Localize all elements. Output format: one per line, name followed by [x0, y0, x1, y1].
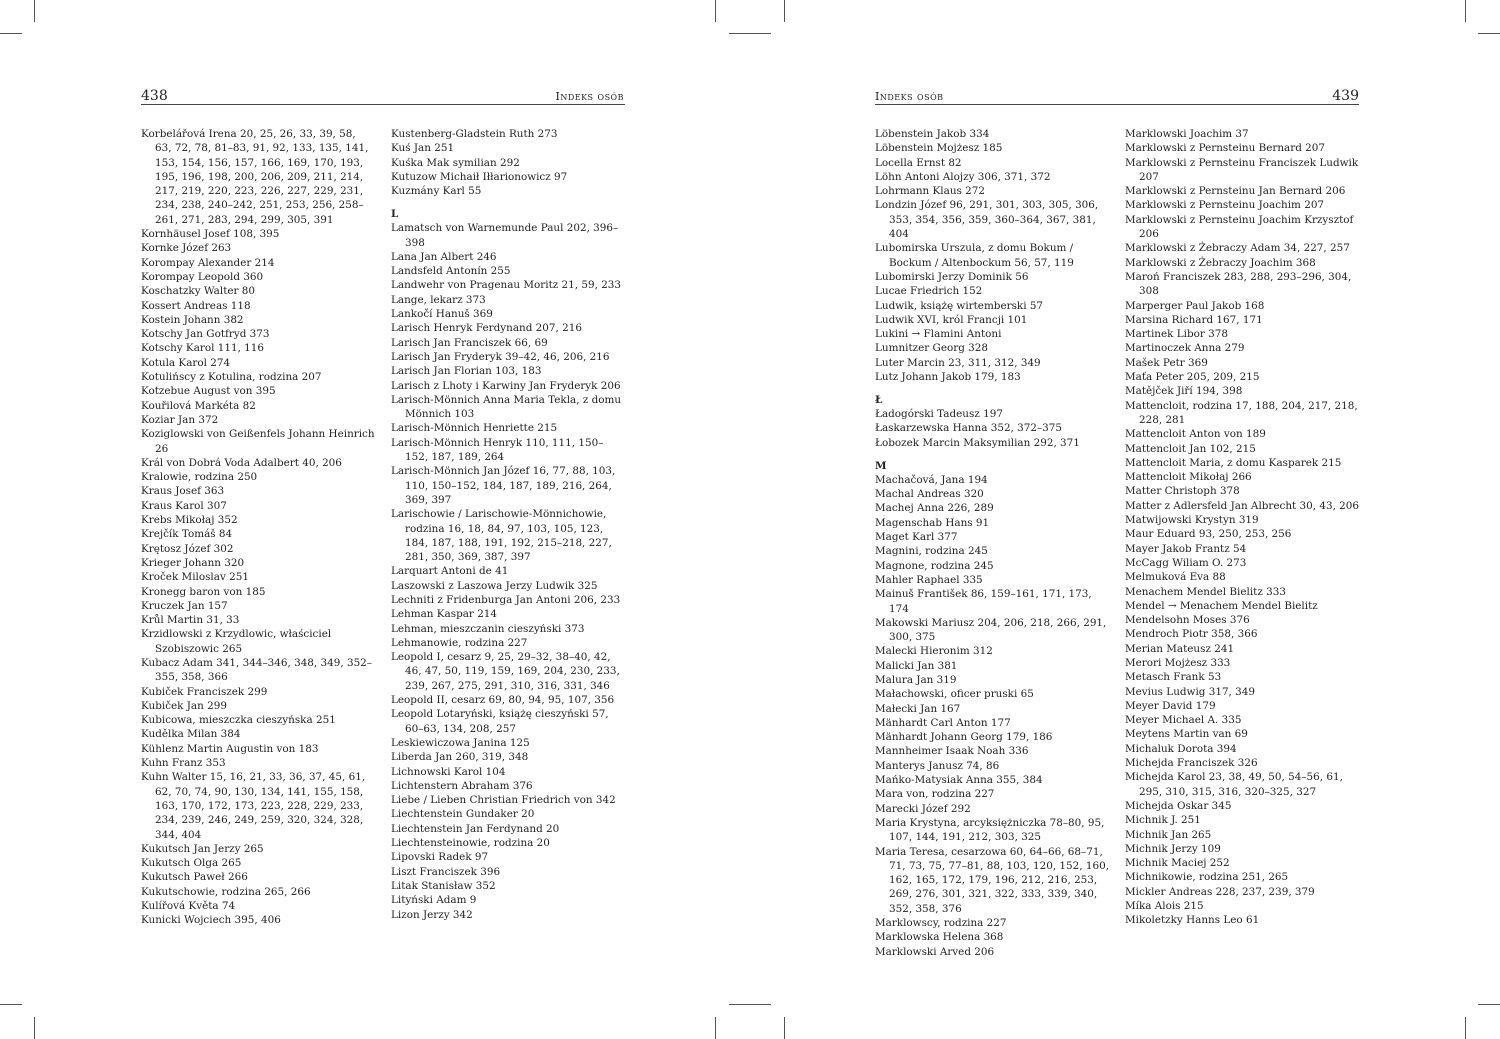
index-entry: Kuśka Mak symilian 292: [391, 156, 520, 169]
index-entry: Małachowski, oficer pruski 65: [875, 688, 1034, 701]
index-entry: Marklowski z Żebraczy Joachim 368: [1125, 256, 1316, 269]
index-entry: Kustenberg-Gladstein Ruth 273: [391, 128, 558, 140]
index-entry: Kornke Józef 263: [141, 242, 232, 255]
index-entry: Larisch z Lhoty i Karwiny Jan Fryderyk 206: [391, 379, 621, 392]
index-entry: Leopold II, cesarz 69, 80, 94, 95, 107, 356: [391, 694, 615, 707]
index-entry: Löhn Antoni Alojzy 306, 371, 372: [875, 170, 1051, 183]
index-entry: Mevius Ludwig 317, 349: [1125, 685, 1255, 698]
index-entry: Mattencloit Jan 102, 215: [1125, 442, 1256, 455]
index-entry: Kulířová Květa 74: [141, 900, 236, 913]
index-entry: Luter Marcin 23, 311, 312, 349: [875, 356, 1041, 369]
index-entry: Mattencloit Anton von 189: [1125, 428, 1266, 441]
index-entry: Kukutschowie, rodzina 265, 266: [141, 885, 311, 898]
index-entry: Krętosz Józef 302: [141, 542, 234, 555]
index-entry: Kudělka Milan 384: [141, 728, 241, 741]
index-entry: Mainuš František 86, 159–161, 171, 173, 174: [875, 588, 1092, 615]
index-entry: Melmuková Eva 88: [1125, 571, 1226, 584]
index-entry: Lichnowski Karol 104: [391, 765, 506, 778]
index-entry: Marperger Paul Jakob 168: [1125, 299, 1265, 312]
index-entry: Łobozek Marcin Maksymilian 292, 371: [875, 436, 1080, 449]
index-entry: Lohrmann Klaus 272: [875, 185, 985, 198]
index-entry: Krieger Johann 320: [141, 556, 245, 569]
index-entry: Michnik Jerzy 109: [1125, 842, 1221, 855]
index-entry: Kotzebue August von 395: [141, 385, 276, 398]
index-entry: Lukini → Flamini Antoni: [875, 328, 1002, 341]
index-entry: Matwijowski Krystyn 319: [1125, 514, 1259, 527]
index-entry: Makowski Mariusz 204, 206, 218, 266, 291, 300, 375: [875, 616, 1107, 644]
index-entry: Liechtenstein Gundaker 20: [391, 808, 535, 821]
index-entry: Lana Jan Albert 246: [391, 250, 497, 263]
index-entry: Larisch-Mönnich Henryk 110, 111, 150–152, 187, 189, 264: [391, 436, 604, 464]
index-entry: Lechniti z Fridenburga Jan Antoni 206, 233: [391, 594, 621, 606]
index-entry: Mašek Petr 369: [1125, 356, 1208, 369]
index-entry: Larisch Jan Fryderyk 39–42, 46, 206, 216: [391, 350, 610, 363]
index-entry: Manterys Janusz 74, 86: [875, 759, 1000, 772]
index-entry: Malura Jan 319: [875, 673, 957, 686]
index-entry: Łaskarzewska Hanna 352, 372–375: [875, 422, 1063, 435]
index-entry: Ładogórski Tadeusz 197: [875, 408, 1003, 421]
index-entry: Magnini, rodzina 245: [875, 545, 988, 558]
index-entry: Marklowski Arved 206: [875, 945, 995, 958]
index-entry: Marklowska Helena 368: [875, 931, 1004, 944]
index-entry: Maťa Peter 205, 209, 215: [1125, 371, 1260, 384]
index-entry: Lipovski Radek 97: [391, 851, 489, 864]
index-entry: Menachem Mendel Bielitz 333: [1125, 585, 1286, 598]
index-entry: Löbenstein Jakob 334: [875, 128, 990, 140]
index-entry: Martinoczek Anna 279: [1125, 342, 1245, 355]
index-entry: Magenschab Hans 91: [875, 516, 990, 529]
index-entry: Kotula Karol 274: [141, 356, 231, 369]
index-entry: Machej Anna 226, 289: [875, 502, 994, 515]
index-letter-heading: Ł: [875, 393, 883, 406]
header-rule: [141, 104, 625, 105]
index-entry: Marklowski z Pernsteinu Franciszek Ludwik 207: [1125, 156, 1359, 183]
index-letter-heading: L: [391, 207, 399, 220]
index-entry: Michnik Maciej 252: [1125, 857, 1230, 870]
index-entry: Lityński Adam 9: [391, 894, 477, 907]
index-entry: Kuzmány Karl 55: [391, 185, 482, 198]
index-entry: Laszowski z Laszowa Jerzy Ludwik 325: [391, 579, 598, 592]
index-entry: Kotulińscy z Kotulina, rodzina 207: [141, 371, 322, 384]
page-number: 439: [1332, 88, 1359, 104]
index-entry: Lamatsch von Warnemunde Paul 202, 396–398: [391, 222, 619, 249]
index-entry: Larisch-Mönnich Anna Maria Tekla, z domu Mönnich 103: [391, 393, 622, 421]
index-entry: Mattencloit Mikołaj 266: [1125, 471, 1252, 484]
index-entry: Liechtenstein Jan Ferdynand 20: [391, 822, 560, 835]
index-entry: Meyer Michael A. 335: [1125, 714, 1242, 727]
index-entry: Kraus Josef 363: [141, 485, 225, 498]
index-entry: Lumnitzer Georg 328: [875, 342, 988, 355]
index-entry: Matějček Jiří 194, 398: [1125, 385, 1243, 398]
index-entry: Kossert Andreas 118: [141, 299, 251, 312]
running-head: Indeks osób: [875, 90, 944, 103]
index-entry: Kraus Karol 307: [141, 499, 227, 512]
index-entry: Larquart Antoni de 41: [391, 565, 509, 578]
index-entry: Lehman Kaspar 214: [391, 608, 498, 621]
index-entry: Małecki Jan 167: [875, 702, 961, 715]
index-entry: Kruczek Jan 157: [141, 599, 228, 612]
index-entry: Maria Krystyna, arcyksiężniczka 78–80, 95, 107, 144, 191, 212, 303, 325: [875, 816, 1105, 844]
index-column-3: [875, 127, 1109, 959]
index-entry: Kroček Miloslav 251: [141, 571, 249, 584]
index-entry: Machal Andreas 320: [875, 488, 984, 501]
index-entry: Lichtenstern Abraham 376: [391, 779, 533, 792]
index-entry: Maroń Franciszek 283, 288, 293–296, 304, 308: [1125, 270, 1352, 298]
index-entry: Marklowski z Żebraczy Adam 34, 227, 257: [1125, 242, 1350, 255]
index-entry: Magnone, rodzina 245: [875, 559, 994, 572]
index-entry: Marsina Richard 167, 171: [1125, 313, 1263, 326]
index-entry: Marklowski z Pernsteinu Joachim 207: [1125, 199, 1325, 212]
index-entry: Kronegg baron von 185: [141, 585, 266, 598]
index-entry: Kuś Jan 251: [391, 142, 455, 155]
index-entry: Michejda Oskar 345: [1125, 799, 1232, 812]
index-entry: Mänhardt Carl Anton 177: [875, 716, 1011, 729]
index-entry: Kutuzow Michaił Iłłarionowicz 97: [391, 170, 568, 183]
index-entry: Löbenstein Mojżesz 185: [875, 142, 1003, 155]
index-column-4: [1125, 127, 1359, 928]
index-entry: Mickler Andreas 228, 237, 239, 379: [1125, 885, 1315, 898]
index-entry: Míka Alois 215: [1125, 900, 1204, 913]
index-entry: Michaluk Dorota 394: [1125, 742, 1237, 755]
index-entry: Liechtensteinowie, rodzina 20: [391, 837, 550, 850]
index-entry: Michnik J. 251: [1125, 814, 1201, 827]
index-entry: Michnik Jan 265: [1125, 828, 1212, 841]
header-rule: [875, 104, 1359, 105]
index-entry: Liszt Franciszek 396: [391, 865, 501, 878]
index-entry: Lucae Friedrich 152: [875, 285, 983, 298]
index-entry: Michejda Karol 23, 38, 49, 50, 54–56, 61, 295, 310, 315, 316, 320–325, 327: [1125, 771, 1343, 798]
index-entry: Larisch Henryk Ferdynand 207, 216: [391, 322, 582, 335]
index-entry: Koziar Jan 372: [141, 413, 219, 426]
index-entry: Lehman, mieszczanin cieszyński 373: [391, 622, 585, 635]
index-entry: Merian Mateusz 241: [1125, 642, 1235, 655]
index-entry: Mattencloit Maria, z domu Kasparek 215: [1125, 456, 1342, 469]
index-entry: Matter Christoph 378: [1125, 485, 1240, 498]
index-entry: Maget Karl 377: [875, 531, 958, 544]
index-entry: Maria Teresa, cesarzowa 60, 64–66, 68–71, 71, 73, 75, 77–81, 88, 103, 120, 152, 160, 162, 165, 172, 179, 196, 212, 216, 253, 269, 276, 301, 321, 322, 333, 339, 340, 352, 358, 376: [875, 845, 1110, 915]
index-entry: Lizon Jerzy 342: [391, 908, 473, 921]
page-number: 438: [141, 88, 168, 104]
index-entry: Krůl Martin 31, 33: [141, 614, 240, 627]
index-column-2: [391, 127, 625, 922]
index-entry: Leskiewiczowa Janina 125: [391, 736, 530, 749]
index-entry: Liberda Jan 260, 319, 348: [391, 751, 529, 764]
index-entry: Lange, lekarz 373: [391, 293, 486, 306]
index-entry: Kostein Johann 382: [141, 313, 244, 326]
index-entry: Lubomirska Urszula, z domu Bokum / Bockum / Altenbockum 56, 57, 119: [875, 242, 1074, 269]
index-entry: Machačová, Jana 194: [875, 473, 988, 486]
index-entry: Mahler Raphael 335: [875, 573, 983, 586]
index-entry: Lutz Johann Jakob 179, 183: [875, 371, 1021, 384]
index-entry: Maur Eduard 93, 250, 253, 256: [1125, 528, 1292, 541]
index-letter-heading: M: [875, 459, 887, 472]
index-entry: Malecki Hieronim 312: [875, 645, 993, 658]
index-entry: Mańko-Matysiak Anna 355, 384: [875, 774, 1043, 787]
index-entry: Leopold Lotaryński, książę cieszyński 57, 60–63, 134, 208, 257: [391, 708, 609, 735]
index-entry: Mendelsohn Moses 376: [1125, 614, 1250, 627]
index-entry: Marklowscy, rodzina 227: [875, 917, 1007, 930]
index-entry: Meyer David 179: [1125, 699, 1216, 712]
index-entry: Korompay Leopold 360: [141, 270, 264, 283]
index-entry: Locella Ernst 82: [875, 156, 962, 169]
index-entry: Krzidlowski z Krzydlowic, właściciel Szobiszowic 265: [141, 628, 332, 655]
index-entry: Kuhn Walter 15, 16, 21, 33, 36, 37, 45, 61, 62, 70, 74, 90, 130, 134, 141, 155, 158, 163, 170, 172, 173, 223, 228, 229, 233, 234, 239, 246, 249, 259, 320, 324, 328, 344, 404: [141, 771, 366, 841]
running-head: Indeks osób: [555, 90, 624, 103]
index-entry: Kukutsch Olga 265: [141, 857, 242, 870]
index-entry: Marklowski z Pernsteinu Joachim Krzysztof 206: [1125, 213, 1354, 241]
index-entry: Mendroch Piotr 358, 366: [1125, 628, 1258, 641]
index-entry: Mendel → Menachem Mendel Bielitz: [1125, 599, 1318, 612]
index-entry: Michnikowie, rodzina 251, 265: [1125, 871, 1289, 884]
index-entry: Marecki Józef 292: [875, 802, 971, 815]
index-entry: Kotschy Karol 111, 116: [141, 342, 265, 355]
index-entry: Mannheimer Isaak Noah 336: [875, 745, 1029, 758]
index-entry: Kühlenz Martin Augustin von 183: [141, 742, 319, 755]
index-entry: Liebe / Lieben Christian Friedrich von 342: [391, 794, 616, 807]
index-entry: Larischowie / Larischowie-Mönnichowie, rodzina 16, 18, 84, 97, 103, 105, 123, 184, 187, 188, 191, 192, 215–218, 227, 281, 350, 369, 387, 397: [391, 508, 612, 564]
index-column-1: [141, 127, 375, 928]
index-entry: Kubiček Franciszek 299: [141, 685, 268, 698]
index-entry: Marklowski Joachim 37: [1125, 128, 1249, 140]
index-entry: Mattencloit, rodzina 17, 188, 204, 217, 218, 228, 281: [1125, 399, 1358, 426]
index-entry: Larisch Jan Franciszek 66, 69: [391, 336, 548, 349]
index-entry: Larisch-Mönnich Henriette 215: [391, 422, 558, 435]
index-entry: Lehmanowie, rodzina 227: [391, 636, 528, 649]
index-entry: Lubomirski Jerzy Dominik 56: [875, 270, 1029, 283]
index-entry: Mara von, rodzina 227: [875, 788, 995, 801]
index-entry: McCagg Wiliam O. 273: [1125, 556, 1247, 569]
index-entry: Merori Mojżesz 333: [1125, 656, 1231, 669]
index-entry: Meytens Martin van 69: [1125, 728, 1248, 741]
index-entry: Kunicki Wojciech 395, 406: [141, 914, 281, 927]
index-entry: Král von Dobrá Voda Adalbert 40, 206: [141, 456, 342, 469]
index-entry: Kuhn Franz 353: [141, 757, 226, 770]
index-entry: Londzin Józef 96, 291, 301, 303, 305, 306, 353, 354, 356, 359, 360–364, 367, 381, 404: [875, 199, 1099, 241]
index-entry: Matter z Adlersfeld Jan Albrecht 30, 43, 206: [1125, 499, 1360, 512]
index-entry: Litak Stanisław 352: [391, 879, 496, 892]
index-entry: Krejčík Tomáš 84: [141, 528, 233, 541]
index-entry: Korbelářová Irena 20, 25, 26, 33, 39, 58, 63, 72, 78, 81–83, 91, 92, 133, 135, 141, 153, 154, 156, 157, 166, 169, 170, 193, 195, 196, 198, 200, 206, 209, 211, 214, 217, 219, 220, 223, 226, 227, 229, 231, 234, 238, 240–242, 251, 253, 256, 258–261, 271, 283, 294, 299, 305, 391: [141, 128, 369, 226]
index-entry: Krebs Mikołaj 352: [141, 514, 238, 527]
index-entry: Metasch Frank 53: [1125, 671, 1222, 684]
index-entry: Koschatzky Walter 80: [141, 285, 256, 298]
index-entry: Ludwik XVI, król Francji 101: [875, 313, 1028, 326]
index-entry: Michejda Franciszek 326: [1125, 757, 1258, 770]
index-entry: Larisch-Mönnich Jan Józef 16, 77, 88, 103, 110, 150–152, 184, 187, 189, 216, 264, 369, 397: [391, 465, 616, 506]
index-entry: Lankočí Hanuš 369: [391, 308, 493, 321]
index-entry: Kubacz Adam 341, 344–346, 348, 349, 352–355, 358, 366: [141, 656, 372, 684]
right-page: [750, 0, 1500, 1039]
index-entry: Koziglowski von Geißenfels Johann Heinrich 26: [141, 428, 375, 455]
index-entry: Kubiček Jan 299: [141, 699, 227, 712]
index-entry: Kornhäusel Josef 108, 395: [141, 228, 280, 241]
index-entry: Larisch Jan Florian 103, 183: [391, 365, 542, 378]
index-entry: Ludwik, książę wirtemberski 57: [875, 299, 1044, 312]
index-entry: Mayer Jakob Frantz 54: [1125, 542, 1247, 555]
index-entry: Martinek Libor 378: [1125, 328, 1228, 341]
index-entry: Korompay Alexander 214: [141, 256, 275, 269]
index-entry: Kouřilová Markéta 82: [141, 399, 256, 412]
index-entry: Kubicowa, mieszczka cieszyńska 251: [141, 714, 336, 727]
index-entry: Leopold I, cesarz 9, 25, 29–32, 38–40, 42, 46, 47, 50, 119, 159, 169, 204, 230, 233, 239, 267, 275, 291, 310, 316, 331, 346: [391, 651, 620, 692]
index-entry: Marklowski z Pernsteinu Jan Bernard 206: [1125, 185, 1346, 198]
index-entry: Kukutsch Paweł 266: [141, 871, 248, 884]
index-entry: Mänhardt Johann Georg 179, 186: [875, 731, 1053, 744]
index-entry: Kukutsch Jan Jerzy 265: [141, 842, 264, 855]
index-entry: Marklowski z Pernsteinu Bernard 207: [1125, 142, 1325, 155]
index-entry: Malicki Jan 381: [875, 659, 958, 672]
index-entry: Landsfeld Antonín 255: [391, 265, 511, 278]
index-entry: Kralowie, rodzina 250: [141, 471, 258, 484]
index-entry: Mikoletzky Hanns Leo 61: [1125, 914, 1260, 927]
index-entry: Kotschy Jan Gotfryd 373: [141, 328, 270, 341]
index-entry: Landwehr von Pragenau Moritz 21, 59, 233: [391, 279, 622, 292]
